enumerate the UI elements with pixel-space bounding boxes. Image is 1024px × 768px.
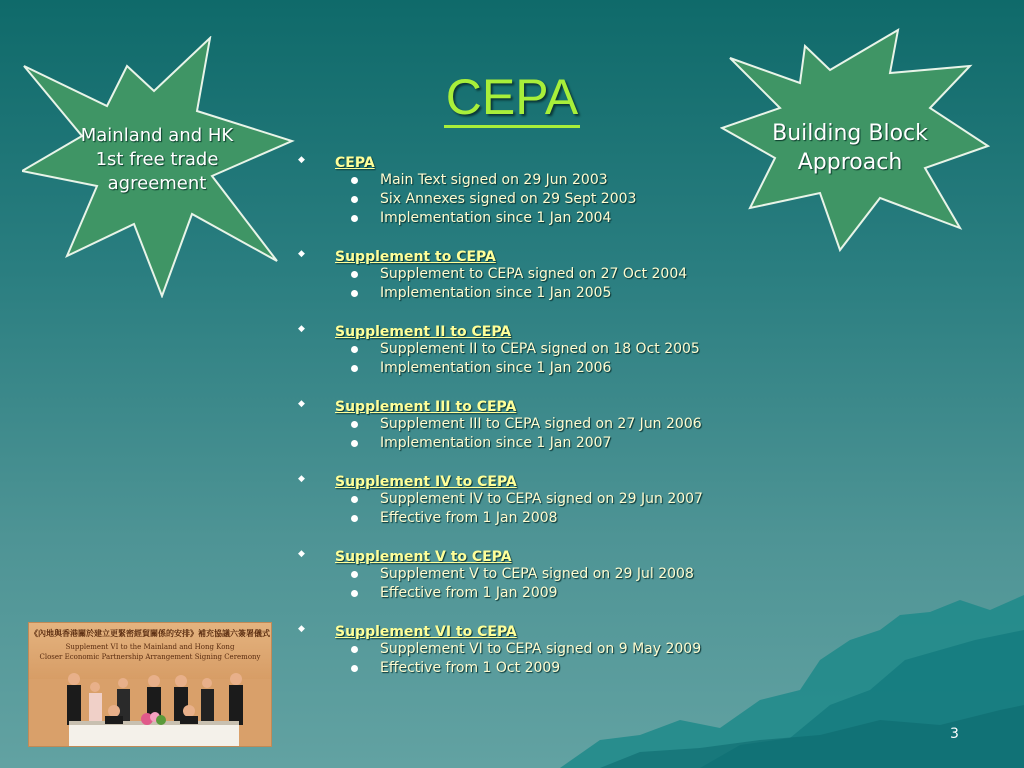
list-item: Main Text signed on 29 Jun 2003 (298, 171, 818, 190)
section-supplement-iii (298, 396, 818, 453)
dot-bullet-icon (351, 665, 358, 672)
dot-bullet-icon (351, 346, 358, 353)
right-callout-line: Building Block (772, 121, 928, 146)
dot-bullet-icon (351, 215, 358, 222)
left-callout-line: agreement (107, 173, 207, 194)
diamond-bullet-icon: ◆ (298, 399, 305, 409)
right-callout-line: Approach (797, 150, 903, 175)
list-item: Effective from 1 Oct 2009 (298, 659, 818, 678)
section-heading: Supplement II to CEPA (335, 324, 512, 340)
section-supplement-iv (298, 471, 818, 528)
list-item: Implementation since 1 Jan 2005 (298, 284, 818, 303)
list-item: Supplement VI to CEPA signed on 9 May 2009 (298, 640, 818, 659)
left-callout-text (52, 124, 262, 196)
ceremony-people-image (29, 623, 271, 746)
section-heading: Supplement III to CEPA (335, 399, 517, 415)
diamond-bullet-icon: ◆ (298, 324, 305, 334)
dot-bullet-icon (351, 590, 358, 597)
section-supplement-i (298, 246, 818, 303)
photo-caption-en: Supplement VI to the Mainland and Hong Kong (65, 643, 235, 651)
section-heading: Supplement VI to CEPA (335, 624, 517, 640)
signing-ceremony-photo (28, 622, 272, 747)
dot-bullet-icon (351, 196, 358, 203)
section-heading: Supplement to CEPA (335, 249, 496, 265)
list-item: Implementation since 1 Jan 2007 (298, 434, 818, 453)
list-item: Supplement III to CEPA signed on 27 Jun 2006 (298, 415, 818, 434)
list-item: Supplement IV to CEPA signed on 29 Jun 2007 (298, 490, 818, 509)
list-item: Effective from 1 Jan 2009 (298, 584, 818, 603)
photo-caption-en: Closer Economic Partnership Arrangement Signing Ceremony (39, 653, 261, 661)
diamond-bullet-icon: ◆ (298, 249, 305, 259)
list-item: Implementation since 1 Jan 2004 (298, 209, 818, 228)
left-callout-line: Mainland and HK (80, 125, 234, 146)
diamond-bullet-icon: ◆ (298, 624, 305, 634)
page-number: 3 (950, 726, 959, 742)
section-supplement-ii (298, 321, 818, 378)
dot-bullet-icon (351, 515, 358, 522)
list-item: Six Annexes signed on 29 Sept 2003 (298, 190, 818, 209)
section-supplement-v (298, 546, 818, 603)
diamond-bullet-icon: ◆ (298, 474, 305, 484)
dot-bullet-icon (351, 646, 358, 653)
diamond-bullet-icon: ◆ (298, 155, 305, 165)
list-item: Supplement II to CEPA signed on 18 Oct 2005 (298, 340, 818, 359)
dot-bullet-icon (351, 365, 358, 372)
section-heading: Supplement IV to CEPA (335, 474, 517, 490)
list-item: Implementation since 1 Jan 2006 (298, 359, 818, 378)
section-heading: CEPA (335, 155, 375, 171)
section-supplement-vi (298, 621, 818, 678)
dot-bullet-icon (351, 271, 358, 278)
dot-bullet-icon (351, 290, 358, 297)
dot-bullet-icon (351, 496, 358, 503)
photo-caption-cn: 《內地與香港關於建立更緊密經貿關係的安排》補充協議六簽署儀式 (30, 628, 270, 638)
dot-bullet-icon (351, 421, 358, 428)
dot-bullet-icon (351, 571, 358, 578)
section-heading: Supplement V to CEPA (335, 549, 512, 565)
dot-bullet-icon (351, 177, 358, 184)
section-cepa (298, 152, 818, 228)
list-item: Supplement V to CEPA signed on 29 Jul 2008 (298, 565, 818, 584)
list-item: Effective from 1 Jan 2008 (298, 509, 818, 528)
slide-title: CEPA (0, 68, 1024, 126)
list-item: Supplement to CEPA signed on 27 Oct 2004 (298, 265, 818, 284)
cepa-timeline-list (298, 152, 818, 696)
diamond-bullet-icon: ◆ (298, 549, 305, 559)
dot-bullet-icon (351, 440, 358, 447)
left-callout-line: 1st free trade (95, 149, 219, 170)
